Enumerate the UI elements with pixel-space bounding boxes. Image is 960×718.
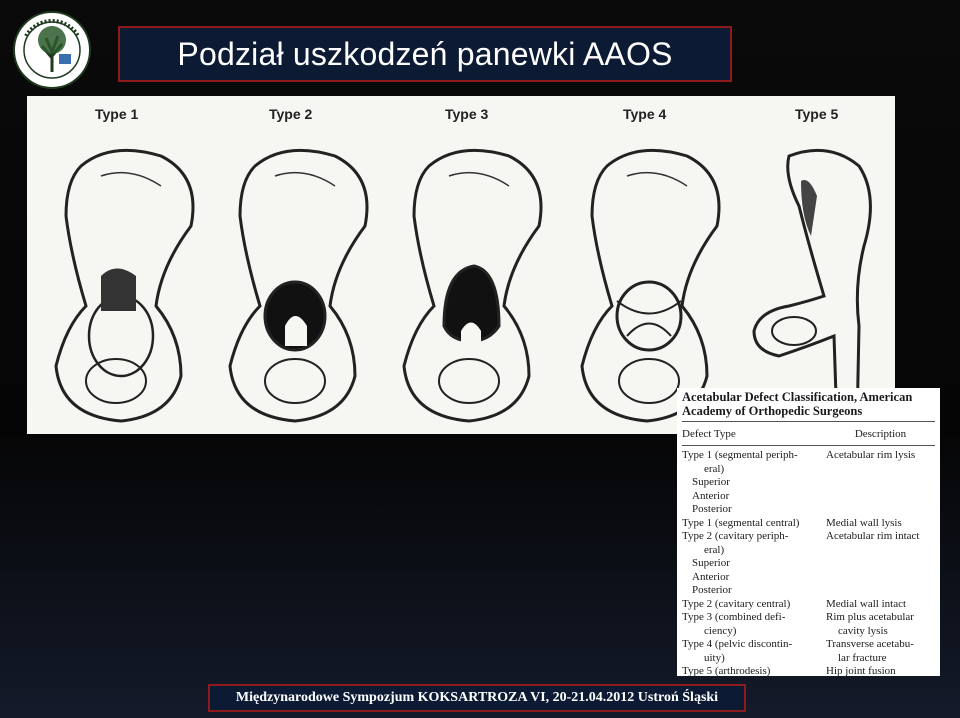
- defect-type-cell: Type 1 (segmental central): [682, 516, 800, 529]
- defect-type-cell: Anterior: [692, 570, 730, 583]
- table-header-row: [682, 425, 935, 446]
- slide-title-box: [118, 26, 732, 82]
- pelvis-drawing-type-4: [567, 136, 727, 426]
- description-cell: Medial wall lysis: [826, 516, 902, 529]
- defect-type-cell: Anterior: [692, 489, 730, 502]
- column-header-defect-type: Defect Type: [682, 428, 736, 440]
- defect-type-cell: Superior: [692, 476, 730, 488]
- type-label-1: Type 1: [95, 106, 139, 122]
- description-cell: [826, 490, 935, 504]
- slide-title: Podział uszkodzeń panewki AAOS: [177, 35, 673, 72]
- defect-type-cell: Type 5 (arthrodesis): [682, 665, 771, 677]
- footer-box: [208, 684, 746, 712]
- description-cell: [826, 463, 935, 477]
- description-cell: [826, 503, 935, 517]
- table-row: [682, 463, 935, 477]
- table-row: [682, 598, 935, 612]
- defect-type-cell: Type 2 (cavitary central): [682, 597, 791, 610]
- table-row: [682, 611, 935, 625]
- defect-type-cell: eral): [704, 462, 725, 475]
- table-row: [682, 584, 935, 598]
- defect-type-cell: Type 1 (segmental periph-: [682, 449, 798, 461]
- defect-type-cell: ciency): [704, 624, 737, 637]
- table-row: [682, 449, 935, 463]
- description-cell: [826, 544, 935, 558]
- classification-table: [677, 388, 940, 676]
- table-row: [682, 571, 935, 585]
- defect-type-cell: Posterior: [692, 584, 732, 596]
- type-label-3: Type 3: [445, 106, 489, 122]
- table-row: [682, 517, 935, 531]
- table-row: [682, 638, 935, 652]
- table-row: [682, 476, 935, 490]
- description-cell: [826, 571, 935, 585]
- table-row: [682, 544, 935, 558]
- table-row: [682, 503, 935, 517]
- defect-type-cell: uity): [704, 651, 725, 664]
- table-row: [682, 665, 935, 679]
- table-row: [682, 557, 935, 571]
- defect-type-cell: Posterior: [692, 503, 732, 515]
- column-header-description: Description: [854, 428, 907, 440]
- defect-type-cell: Type 4 (pelvic discontin-: [682, 638, 793, 650]
- acetabular-defect-figure: [27, 96, 895, 434]
- description-cell: cavity lysis: [838, 624, 888, 637]
- description-cell: Medial wall intact: [826, 597, 907, 610]
- description-cell: [826, 557, 935, 571]
- table-row: [682, 490, 935, 504]
- description-cell: Acetabular rim intact: [826, 530, 920, 542]
- pelvis-drawing-type-1: [41, 136, 201, 426]
- description-cell: Acetabular rim lysis: [826, 449, 916, 461]
- description-cell: [826, 584, 935, 598]
- description-cell: Rim plus acetabular: [826, 611, 914, 623]
- table-title: Acetabular Defect Classification, American Academy of Orthopedic Surgeons: [682, 390, 935, 422]
- table-row: [682, 652, 935, 666]
- pelvis-drawing-type-5: [739, 136, 889, 426]
- description-cell: Transverse acetabu-: [826, 638, 914, 650]
- description-cell: lar fracture: [838, 651, 887, 664]
- pelvis-drawing-type-2: [215, 136, 375, 426]
- table-row: [682, 625, 935, 639]
- defect-type-cell: Type 3 (combined defi-: [682, 611, 786, 623]
- footer-text: Międzynarodowe Sympozjum KOKSARTROZA VI, 20-21.04.2012 Ustroń Śląski: [235, 690, 719, 705]
- description-cell: [826, 476, 935, 490]
- description-cell: Hip joint fusion: [826, 665, 896, 677]
- pelvis-drawing-type-3: [389, 136, 549, 426]
- defect-type-cell: eral): [704, 543, 725, 556]
- type-label-4: Type 4: [623, 106, 667, 122]
- table-row: [682, 530, 935, 544]
- defect-type-cell: Type 2 (cavitary periph-: [682, 530, 789, 542]
- type-label-2: Type 2: [269, 106, 313, 122]
- defect-type-cell: Superior: [692, 557, 730, 569]
- type-label-5: Type 5: [795, 106, 839, 122]
- university-seal-logo: [12, 10, 92, 90]
